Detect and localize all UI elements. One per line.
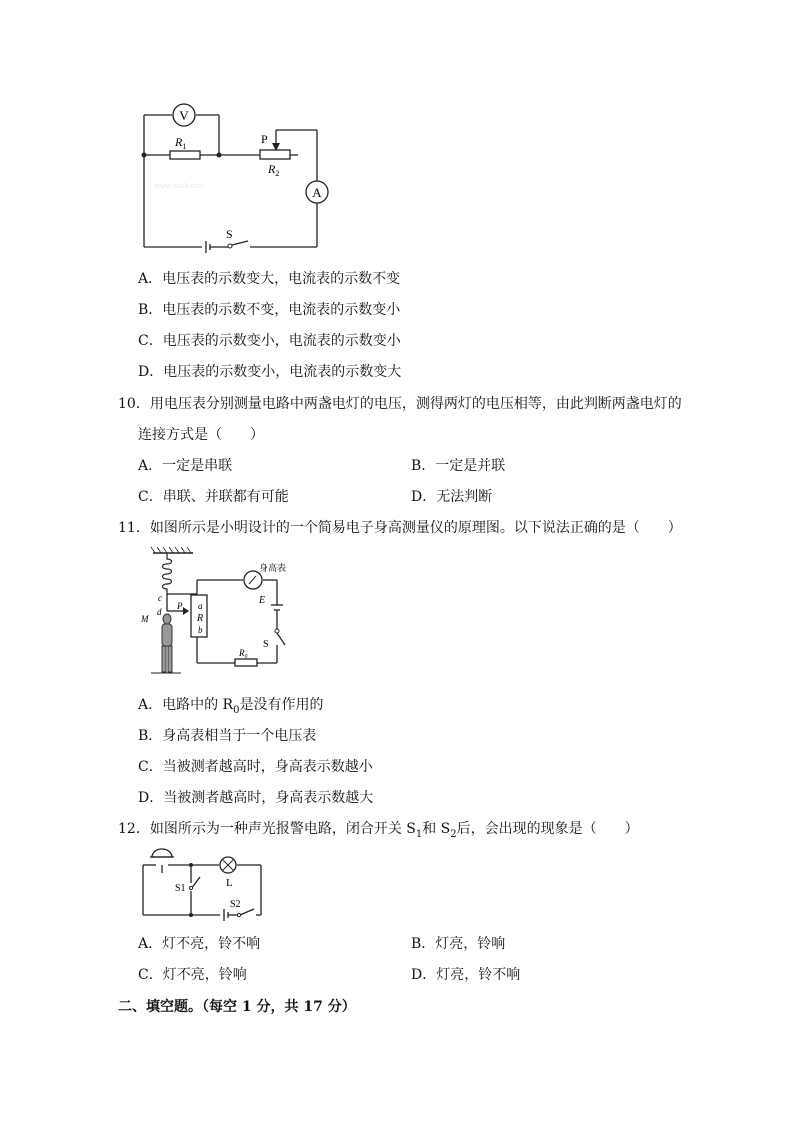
slider-label: P [261,132,268,146]
q12-option-c[interactable]: C．灯不亮，铃响 [138,967,247,983]
section-2-title: 二、填空题。（每空 1 分，共 17 分） [118,999,356,1015]
q12-stem-suffix: 后，会出现的现象是（ ） [456,821,639,837]
q11-option-a[interactable] [138,695,323,721]
q12-stem-sub1: 1 [415,828,423,840]
r0-label: R₀ [239,648,248,658]
q12-stem-sub2: 2 [450,828,457,840]
q10-option-b[interactable]: B．一定是并联 [411,458,506,474]
r-label: R [197,613,204,624]
q11-option-a-prefix: A．电路中的 R [138,697,234,713]
q12-alarm-circuit-figure [138,845,268,923]
lamp-label: L [226,877,233,889]
battery-label: E [259,595,266,606]
q11-option-a-sub: 0 [233,704,240,716]
meter-label: 身高表 [259,563,287,573]
q11-option-a-suffix: 是没有作用的 [239,697,324,713]
r2-label: $R_2$ [268,162,280,178]
switch-label: S [226,227,233,241]
q9-option-c[interactable]: C．电压表的示数变小，电流表的示数变小 [138,333,401,349]
q11-option-c[interactable]: C．当被测者越高时，身高表示数越小 [138,759,373,775]
q12-stem-prefix: 12．如图所示为一种声光报警电路，闭合开关 S [118,821,416,837]
p-label: P [177,601,183,611]
a-label: a [198,601,203,611]
watermark: www.zxxk.com [154,181,205,190]
q11-option-b[interactable]: B．身高表相当于一个电压表 [138,728,317,744]
q12-option-a[interactable]: A．灯不亮，铃不响 [138,936,261,952]
q12-stem [118,819,639,845]
q11-stem: 11．如图所示是小明设计的一个简易电子身高测量仪的原理图。以下说法正确的是（ ） [118,520,682,536]
q11-option-d[interactable]: D．当被测者越高时，身高表示数越大 [138,790,374,806]
voltmeter-label: V [179,108,189,123]
q10-option-c[interactable]: C．串联、并联都有可能 [138,489,289,505]
q9-option-b[interactable]: B．电压表的示数不变，电流表的示数变小 [138,302,401,318]
b-label: b [198,625,203,635]
q9-option-d[interactable]: D．电压表的示数变小，电流表的示数变大 [138,364,402,380]
switch-label: S [263,639,269,650]
s2-label: S2 [230,899,241,910]
q12-stem-mid: 和 S [422,821,451,837]
q9-option-a[interactable]: A．电压表的示数变大，电流表的示数不变 [138,271,401,287]
q10-stem-line1: 10．用电压表分别测量电路中两盏电灯的电压，测得两灯的电压相等，由此判断两盏电灯的 [118,396,682,412]
m-label: M [141,614,149,624]
q9-circuit-figure [130,95,340,255]
q12-option-b[interactable]: B．灯亮，铃响 [411,936,506,952]
q10-option-d[interactable]: D．无法判断 [411,489,493,505]
d-label: d [157,607,162,617]
ammeter-label: A [312,185,322,200]
q11-height-meter-figure [135,545,295,685]
q12-option-d[interactable]: D．灯亮，铃不响 [411,967,521,983]
s1-label: S1 [175,883,186,894]
q10-option-a[interactable]: A．一定是串联 [138,458,233,474]
r1-label: $R_1$ [175,135,187,151]
q10-stem-line2: 连接方式是（ ） [138,427,264,443]
c-label: c [158,593,162,603]
